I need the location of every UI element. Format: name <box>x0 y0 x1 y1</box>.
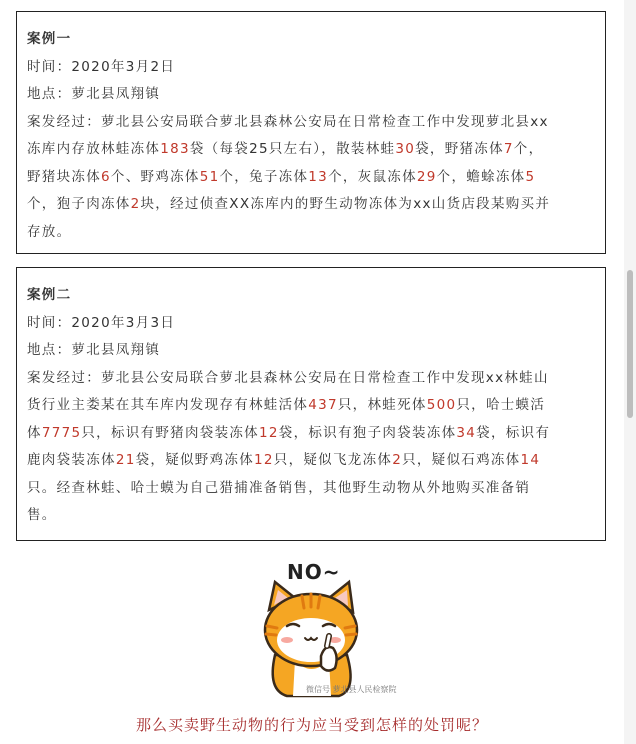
case-time: 时间：2020年3月3日 <box>27 314 176 331</box>
watermark-text: 微信号 萝北县人民检察院 <box>306 685 397 694</box>
description-text: 存放。 <box>27 223 72 240</box>
description-line <box>27 136 595 164</box>
description-text: 只，哈士蟆活 <box>456 397 546 413</box>
description-text: 只，疑似石鸡冻体 <box>402 452 521 468</box>
description-text: 袋，标识有 <box>476 424 551 441</box>
highlighted-number: 2 <box>130 196 141 212</box>
highlighted-number: 21 <box>115 452 136 468</box>
case-place: 地点：萝北县凤翔镇 <box>27 342 161 358</box>
scrollbar-thumb[interactable] <box>627 270 633 418</box>
cat-saying-no-icon <box>247 560 377 700</box>
description-text: 售。 <box>27 507 57 523</box>
highlighted-number: 6 <box>101 168 111 185</box>
case-description <box>27 109 595 247</box>
description-text: 鹿肉袋装冻体 <box>27 452 116 468</box>
description-text: 袋，标识有狍子肉袋装冻体 <box>278 424 457 441</box>
case-card-1 <box>16 11 606 254</box>
description-text: 只。经查林蛙、哈士蟆为自己猎捕准备销售，其他野生动物从外地购买准备销 <box>27 479 531 496</box>
highlighted-number: 14 <box>520 452 541 468</box>
case-title: 案例二 <box>27 287 72 303</box>
highlighted-number: 7 <box>503 141 514 157</box>
highlighted-number: 29 <box>416 168 437 185</box>
description-line <box>27 219 595 247</box>
highlighted-number: 2 <box>392 452 403 468</box>
description-text: 个，灰鼠冻体 <box>328 168 417 185</box>
description-line <box>27 164 595 192</box>
highlighted-number: 5 <box>525 168 536 185</box>
description-text: 体 <box>27 424 42 441</box>
question-text: 那么买卖野生动物的行为应当受到怎样的处罚呢？ <box>135 716 488 734</box>
highlighted-number: 34 <box>456 424 477 441</box>
description-text: 个，兔子冻体 <box>219 168 309 185</box>
description-text: 个，狍子肉冻体 <box>27 196 131 212</box>
description-text: 袋，野猪冻体 <box>415 141 504 157</box>
description-line <box>27 475 595 503</box>
description-line <box>27 420 595 448</box>
case-description <box>27 365 595 530</box>
highlighted-number: 7775 <box>41 424 82 441</box>
case-title: 案例一 <box>27 31 72 47</box>
description-line <box>27 191 595 219</box>
description-text: 袋，疑似野鸡冻体 <box>135 452 254 468</box>
description-text: 块，经过侦查XX冻库内的野生动物冻体为xx山货店段某购买并 <box>140 196 551 212</box>
case-card-2 <box>16 267 606 541</box>
description-text: 只，标识有野猪肉袋装冻体 <box>81 424 259 441</box>
page-scrollbar[interactable] <box>624 0 636 744</box>
description-text: 野猪块冻体 <box>27 168 101 185</box>
case-place: 地点：萝北县凤翔镇 <box>27 86 161 102</box>
description-line <box>27 109 595 137</box>
description-line <box>27 502 595 530</box>
description-text: 个，蟾蜍冻体 <box>436 168 526 185</box>
description-text: 个、野鸡冻体 <box>110 168 200 185</box>
highlighted-number: 437 <box>308 397 338 413</box>
sticker-caption: NO~ <box>287 560 341 584</box>
description-text: 冻库内存放林蛙冻体 <box>27 141 161 157</box>
description-line <box>27 392 595 420</box>
description-text: 只，林蛙死体 <box>337 397 427 413</box>
highlighted-number: 500 <box>426 397 457 413</box>
description-text: 只，疑似飞龙冻体 <box>273 452 393 468</box>
description-text: 案发经过：萝北县公安局联合萝北县森林公安局在日常检查工作中发现xx林蛙山 <box>27 369 549 386</box>
description-line <box>27 365 595 393</box>
description-text: 货行业主娄某在其车库内发现存有林蛙活体 <box>27 397 309 413</box>
cat-illustration <box>247 560 377 700</box>
highlighted-number: 30 <box>395 141 416 157</box>
case-time: 时间：2020年3月2日 <box>27 58 176 75</box>
highlighted-number: 51 <box>199 168 220 185</box>
description-text: 个， <box>513 141 544 157</box>
highlighted-number: 12 <box>254 452 274 468</box>
highlighted-number: 12 <box>258 424 279 441</box>
highlighted-number: 13 <box>308 168 329 185</box>
description-line <box>27 447 595 475</box>
description-text: 案发经过：萝北县公安局联合萝北县森林公安局在日常检查工作中发现萝北县xx <box>27 113 549 130</box>
highlighted-number: 183 <box>160 141 190 157</box>
description-text: 袋（每袋25只左右），散装林蛙 <box>189 141 396 157</box>
